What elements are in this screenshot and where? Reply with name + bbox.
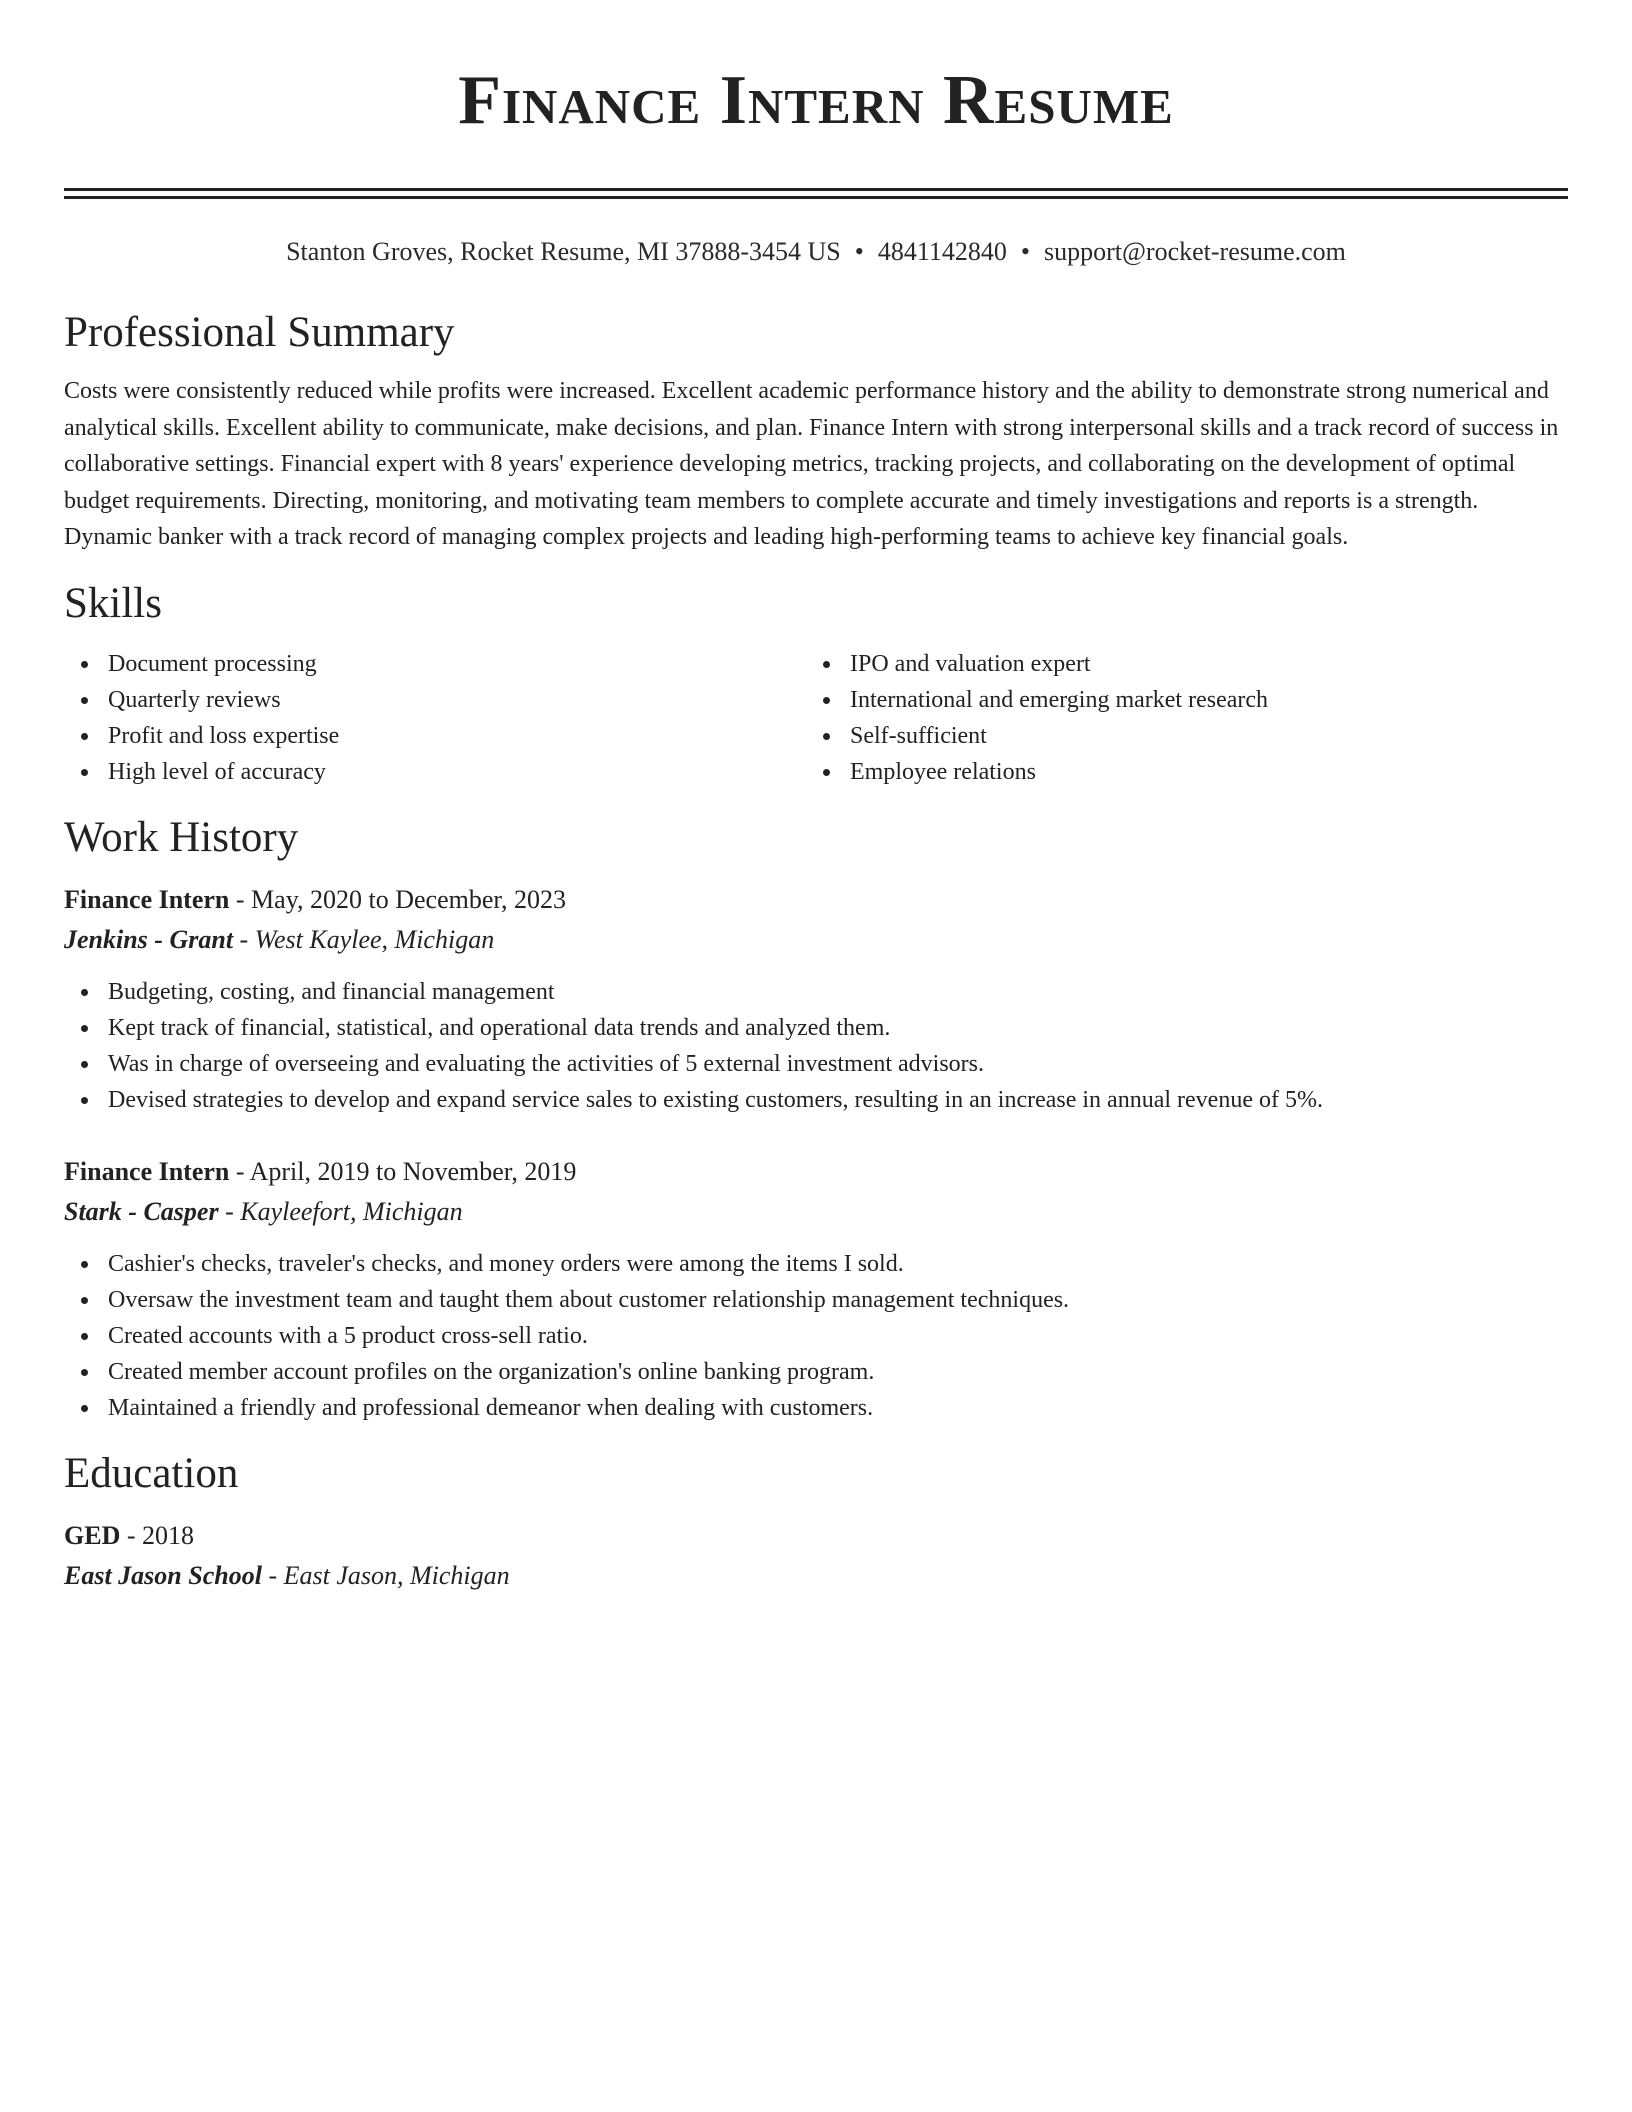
- job-duty: Kept track of financial, statistical, and operational data trends and analyzed them.: [64, 1010, 1568, 1046]
- degree-year: - 2018: [120, 1520, 195, 1550]
- skills-grid: [64, 646, 1568, 790]
- contact-address: Stanton Groves, Rocket Resume, MI 37888-3454 US: [286, 237, 841, 266]
- employer-name: Stark - Casper: [64, 1196, 219, 1226]
- education-entry: [64, 1516, 1568, 1596]
- skills-section: [64, 578, 1568, 790]
- employer-location: - West Kaylee, Michigan: [233, 924, 495, 954]
- job-duty: Was in charge of overseeing and evaluating the activities of 5 external investment advisors.: [64, 1046, 1568, 1082]
- skill-item: International and emerging market research: [806, 682, 1548, 718]
- school-location: - East Jason, Michigan: [261, 1560, 510, 1590]
- job-title: Finance Intern: [64, 1156, 230, 1186]
- skill-item: Document processing: [64, 646, 806, 682]
- employer-line: [64, 1192, 1568, 1232]
- school-line: [64, 1556, 1568, 1596]
- skill-item: IPO and valuation expert: [806, 646, 1548, 682]
- school-name: East Jason School: [64, 1560, 262, 1590]
- resume-title: Finance Intern Resume: [458, 62, 1174, 139]
- job-duty: Created accounts with a 5 product cross-sell ratio.: [64, 1318, 1568, 1354]
- contact-email: support@rocket-resume.com: [1043, 237, 1346, 266]
- work-history-section: [64, 812, 1568, 1426]
- job-duty: Budgeting, costing, and financial management: [64, 974, 1568, 1010]
- skill-item: Profit and loss expertise: [64, 718, 806, 754]
- job-duty: Oversaw the investment team and taught them about customer relationship management techniques.: [64, 1282, 1568, 1318]
- skill-item: Employee relations: [806, 754, 1548, 790]
- job-title: Finance Intern: [64, 884, 230, 914]
- title-divider: [64, 188, 1568, 199]
- summary-heading: Professional Summary: [64, 309, 455, 356]
- skills-right-column: [806, 646, 1548, 790]
- job-duties: [64, 1246, 1568, 1426]
- summary-text: Costs were consistently reduced while profits were increased. Excellent academic performance history and the ability to demonstrate strong numerical and analytical skills. Excellent ability to communicate, make decisions, and plan. Finance Intern with strong interpersonal skills and a track record of success in collaborative settings. Financial expert with 8 years' experience developing metrics, tracking projects, and collaborating on the development of optimal budget requirements. Directing, monitoring, and motivating team members to complete accurate and timely investigations and reports is a strength. Dynamic banker with a track record of managing complex projects and leading high-performing teams to achieve key financial goals.: [64, 378, 1559, 550]
- job-dates: - May, 2020 to December, 2023: [229, 884, 567, 914]
- job-duty: Cashier's checks, traveler's checks, and money orders were among the items I sold.: [64, 1246, 1568, 1282]
- employer-location: - Kayleefort, Michigan: [218, 1196, 463, 1226]
- job-title-line: [64, 880, 1568, 920]
- employer-line: [64, 920, 1568, 960]
- job-duties: [64, 974, 1568, 1118]
- separator-dot: •: [854, 237, 864, 266]
- work-history-heading: Work History: [64, 813, 299, 861]
- summary-section: [64, 307, 1568, 556]
- job-entry: [64, 1152, 1568, 1426]
- skills-heading: Skills: [64, 579, 162, 627]
- separator-dot: •: [1020, 237, 1030, 266]
- job-duty: Created member account profiles on the organization's online banking program.: [64, 1354, 1568, 1390]
- education-heading: Education: [64, 1449, 239, 1497]
- job-title-line: [64, 1152, 1568, 1192]
- contact-line: [64, 235, 1568, 269]
- degree-name: GED: [64, 1520, 121, 1550]
- job-dates: - April, 2019 to November, 2019: [229, 1156, 577, 1186]
- skills-left-column: [64, 646, 806, 790]
- contact-phone: 4841142840: [877, 237, 1007, 266]
- skill-item: High level of accuracy: [64, 754, 806, 790]
- skill-item: Self-sufficient: [806, 718, 1548, 754]
- job-duty: Devised strategies to develop and expand service sales to existing customers, resulting in an increase in annual revenue of 5%.: [64, 1082, 1568, 1118]
- skill-item: Quarterly reviews: [64, 682, 806, 718]
- education-section: [64, 1448, 1568, 1596]
- degree-line: [64, 1516, 1568, 1556]
- job-entry: [64, 880, 1568, 1118]
- employer-name: Jenkins - Grant: [64, 924, 234, 954]
- job-duty: Maintained a friendly and professional demeanor when dealing with customers.: [64, 1390, 1568, 1426]
